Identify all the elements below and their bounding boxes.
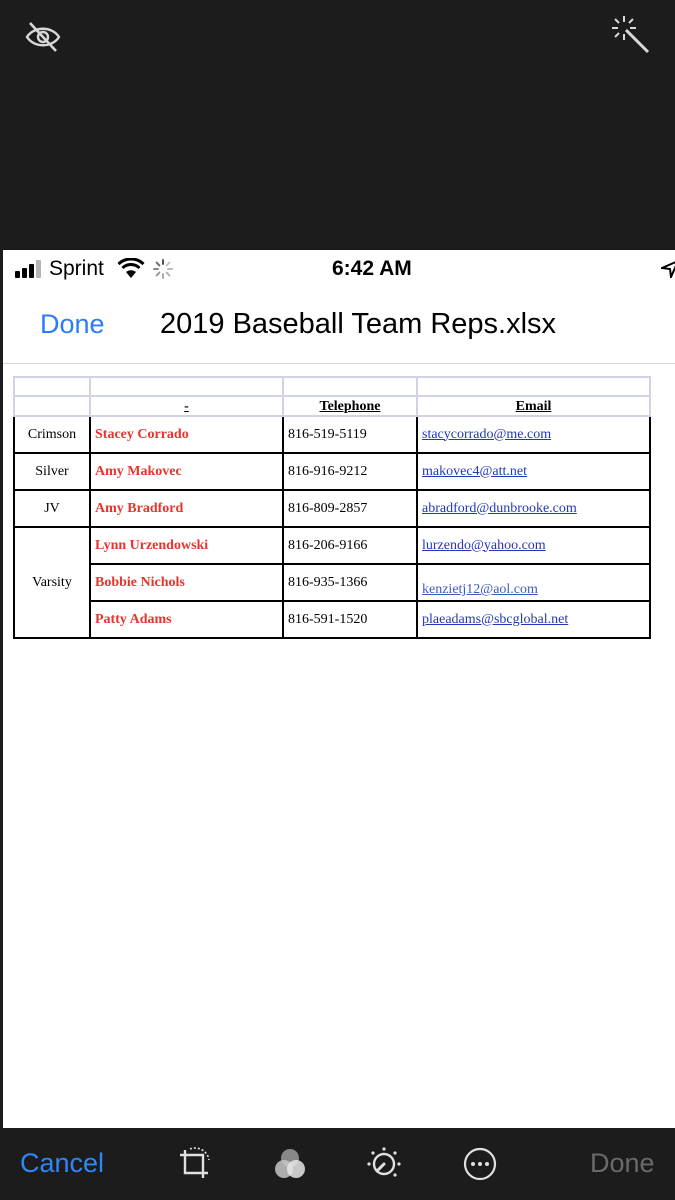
table-header-row [14,396,650,416]
table-row [14,490,650,527]
table-row [14,453,650,490]
phone-cell: 816-935-1366 [283,564,417,601]
table-row [14,601,650,638]
email-link[interactable]: makovec4@att.net [417,453,650,490]
carrier-name: Sprint [49,257,104,280]
eye-slash-icon[interactable] [24,20,62,54]
status-time: 6:42 AM [332,257,412,280]
phone-cell: 816-916-9212 [283,453,417,490]
document-nav-bar [3,290,675,364]
table-row [14,527,650,564]
email-link[interactable]: kenzietj12@aol.com [417,564,650,601]
team-cell: Varsity [14,527,90,638]
done-button[interactable]: Done [590,1148,655,1178]
document-title: 2019 Baseball Team Reps.xlsx [160,308,557,340]
crop-rotate-icon[interactable] [176,1146,212,1182]
cancel-button[interactable]: Cancel [20,1148,105,1178]
name-cell: Amy Makovec [90,453,283,490]
magic-wand-icon[interactable] [610,14,652,56]
email-link[interactable]: abradford@dunbrooke.com [417,490,650,527]
activity-spinner-icon [153,259,173,279]
location-arrow-icon [661,260,675,278]
name-cell: Amy Bradford [90,490,283,527]
name-cell: Bobbie Nichols [90,564,283,601]
document-done-button[interactable]: Done [40,309,105,339]
wifi-icon [117,258,145,279]
team-cell: Crimson [14,416,90,453]
table-row-blank [14,377,650,396]
name-cell: Patty Adams [90,601,283,638]
signal-strength-icon [15,260,45,278]
phone-cell: 816-591-1520 [283,601,417,638]
team-cell: JV [14,490,90,527]
email-link[interactable]: plaeadams@sbcglobal.net [417,601,650,638]
editor-top-bar [0,0,675,250]
team-cell: Silver [14,453,90,490]
header-telephone: Telephone [283,396,417,416]
table-row [14,564,650,601]
phone-cell: 816-206-9166 [283,527,417,564]
photo-canvas [3,250,675,1128]
header-email: Email [417,396,650,416]
name-cell: Lynn Urzendowski [90,527,283,564]
phone-cell: 816-519-5119 [283,416,417,453]
phone-cell: 816-809-2857 [283,490,417,527]
status-bar [3,250,675,290]
header-name: - [90,396,283,416]
team-reps-table [13,376,651,639]
name-cell: Stacey Corrado [90,416,283,453]
editor-toolbar [0,1128,675,1200]
adjust-dial-icon[interactable] [366,1146,402,1182]
filters-icon[interactable] [272,1146,308,1182]
more-icon[interactable] [462,1146,498,1182]
table-row [14,416,650,453]
email-link[interactable]: lurzendo@yahoo.com [417,527,650,564]
email-link[interactable]: stacycorrado@me.com [417,416,650,453]
